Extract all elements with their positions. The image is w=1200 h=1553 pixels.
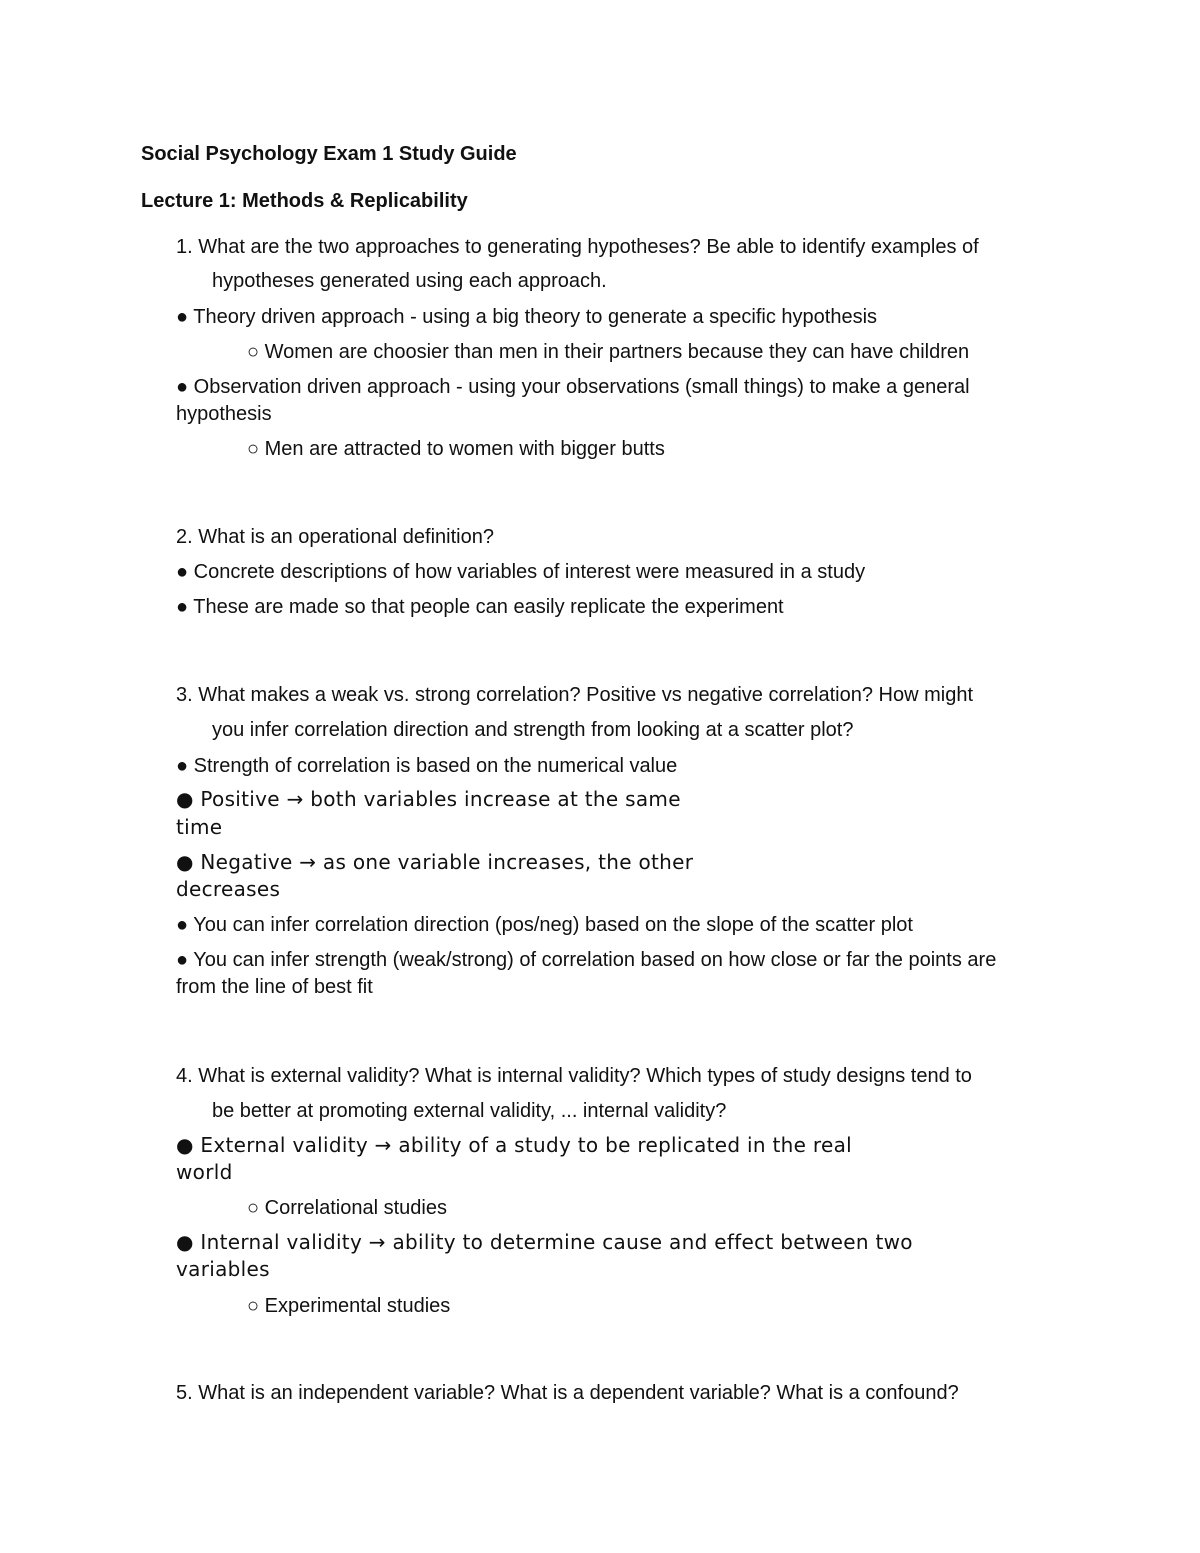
q1-bullet-observation: ● Observation driven approach - using your observations (small things) to make a general bbox=[176, 376, 970, 398]
q3-bullet-positive: ● Positive → both variables increase at the same bbox=[176, 787, 681, 811]
q3-bullet-negative-continued: decreases bbox=[176, 877, 281, 901]
q4-bullet-external: ● External validity → ability of a study to be replicated in the real bbox=[176, 1133, 852, 1157]
q2-bullet-concrete: ● Concrete descriptions of how variables of interest were measured in a study bbox=[176, 561, 866, 583]
q3-bullet-closeness-continued: from the line of best fit bbox=[176, 976, 373, 998]
q1-bullet-theory: ● Theory driven approach - using a big theory to generate a specific hypothesis bbox=[176, 306, 878, 328]
lecture-heading: Lecture 1: Methods & Replicability bbox=[141, 190, 468, 212]
question-4-continued: be better at promoting external validity, ... internal validity? bbox=[212, 1100, 727, 1122]
q4-sub-bullet-correlational: ○ Correlational studies bbox=[247, 1197, 447, 1219]
question-2: 2. What is an operational definition? bbox=[176, 526, 494, 548]
q3-bullet-negative: ● Negative → as one variable increases, the other bbox=[176, 850, 694, 874]
q4-bullet-external-continued: world bbox=[176, 1160, 233, 1184]
q4-bullet-internal: ● Internal validity → ability to determine cause and effect between two bbox=[176, 1230, 913, 1254]
question-5: 5. What is an independent variable? What is a dependent variable? What is a confound? bbox=[176, 1382, 959, 1404]
q1-bullet-observation-continued: hypothesis bbox=[176, 403, 272, 425]
question-3-continued: you infer correlation direction and strength from looking at a scatter plot? bbox=[212, 719, 854, 741]
question-3: 3. What makes a weak vs. strong correlation? Positive vs negative correlation? How might bbox=[176, 684, 974, 706]
question-1-continued: hypotheses generated using each approach. bbox=[212, 270, 607, 292]
q1-sub-bullet-men: ○ Men are attracted to women with bigger butts bbox=[247, 438, 665, 460]
q3-bullet-closeness: ● You can infer strength (weak/strong) of correlation based on how close or far the points are bbox=[176, 949, 997, 971]
q1-sub-bullet-women: ○ Women are choosier than men in their partners because they can have children bbox=[247, 341, 970, 363]
q4-sub-bullet-experimental: ○ Experimental studies bbox=[247, 1295, 451, 1317]
q4-bullet-internal-continued: variables bbox=[176, 1257, 270, 1281]
question-4: 4. What is external validity? What is internal validity? Which types of study designs tend to bbox=[176, 1065, 972, 1087]
q3-bullet-strength: ● Strength of correlation is based on the numerical value bbox=[176, 755, 678, 777]
question-1: 1. What are the two approaches to generating hypotheses? Be able to identify examples of bbox=[176, 236, 979, 258]
q3-bullet-direction: ● You can infer correlation direction (pos/neg) based on the slope of the scatter plot bbox=[176, 914, 913, 936]
q3-bullet-positive-continued: time bbox=[176, 815, 223, 839]
q2-bullet-replicate: ● These are made so that people can easily replicate the experiment bbox=[176, 596, 784, 618]
page-title: Social Psychology Exam 1 Study Guide bbox=[141, 143, 517, 165]
